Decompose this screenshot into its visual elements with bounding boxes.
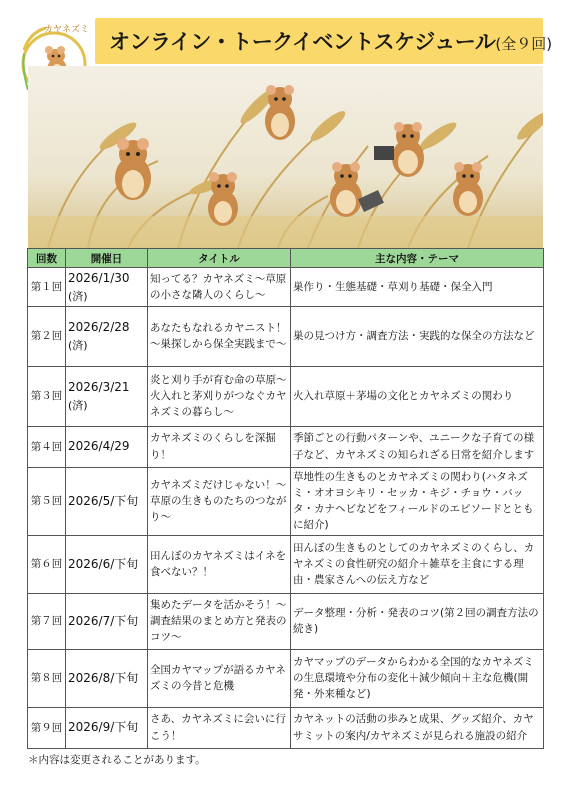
session-theme: 火入れ草原＋茅場の文化とカヤネズミの関わり <box>291 366 544 426</box>
table-row <box>28 535 544 593</box>
session-theme: 巣作り・生態基礎・草刈り基礎・保全入門 <box>291 268 544 307</box>
session-theme: データ整理・分析・発表のコツ(第２回の調査方法の続き) <box>291 593 544 649</box>
session-title: カヤネズミだけじゃない！～草原の生きものたちのつながり～ <box>148 467 291 535</box>
session-date: 2026/9/下旬 <box>68 720 139 735</box>
event-count: (全９回) <box>495 35 553 53</box>
session-number: 第４回 <box>28 426 66 467</box>
session-date-cell <box>66 467 148 535</box>
session-number: 第２回 <box>28 306 66 366</box>
session-date-cell <box>66 306 148 366</box>
session-title: 集めたデータを活かそう！～調査結果のまとめ方と発表のコツ～ <box>148 593 291 649</box>
harvest-mice-photo <box>28 66 543 248</box>
session-date-cell <box>66 593 148 649</box>
session-date: 2026/5/下旬 <box>68 493 139 508</box>
session-date: 2026/3/21 <box>68 380 130 395</box>
session-number: 第６回 <box>28 535 66 593</box>
session-date-cell <box>66 366 148 426</box>
session-number: 第８回 <box>28 649 66 707</box>
session-title: 田んぼのカヤネズミはイネを食べない？！ <box>148 535 291 593</box>
session-number: 第７回 <box>28 593 66 649</box>
session-title: 知ってる？カヤネズミ～草原の小さな隣人のくらし～ <box>148 268 291 307</box>
session-title: あなたもなれるカヤニスト！～巣探しから保全実践まで～ <box>148 306 291 366</box>
session-date-cell <box>66 268 148 307</box>
table-row <box>28 366 544 426</box>
session-number: 第３回 <box>28 366 66 426</box>
session-theme: カヤネットの活動の歩みと成果、グッズ紹介、カヤサミットの案内/カヤネズミが見られる施設の紹介 <box>291 707 544 748</box>
column-header-number: 回数 <box>28 249 66 268</box>
session-date: 2026/2/28 <box>68 320 130 335</box>
session-date: 2026/6/下旬 <box>68 556 139 571</box>
mouse-figure <box>115 138 151 200</box>
table-row <box>28 707 544 748</box>
session-date: 2026/4/29 <box>68 439 130 454</box>
session-date: 2026/1/30 <box>68 271 130 285</box>
session-number: 第５回 <box>28 467 66 535</box>
session-theme: カヤマップのデータからわかる全国的なカヤネズミの生息環境や分布の変化＋減少傾向＋主な危機(開発・外来種など) <box>291 649 544 707</box>
session-theme: 季節ごとの行動パターンや、ユニークな子育ての様子など、カヤネズミの知られざる日常を紹介します <box>291 426 544 467</box>
schedule-table <box>27 248 544 749</box>
column-header-title: タイトル <box>148 249 291 268</box>
table-row <box>28 649 544 707</box>
table-row <box>28 426 544 467</box>
logo-arc-text: カヤネズミ <box>44 25 89 35</box>
session-date-cell <box>66 426 148 467</box>
session-date-cell <box>66 535 148 593</box>
session-status: (済) <box>68 338 88 352</box>
session-theme: 巣の見つけ方・調査方法・実践的な保全の方法など <box>291 306 544 366</box>
session-theme: 田んぼの生きものとしてのカヤネズミのくらし、カヤネズミの食性研究の紹介＋雑草を主食にする理由・農家さんへの伝え方など <box>291 535 544 593</box>
session-date-cell <box>66 649 148 707</box>
column-header-date: 開催日 <box>66 249 148 268</box>
session-date: 2026/8/下旬 <box>68 670 139 685</box>
session-date-cell <box>66 707 148 748</box>
table-row <box>28 467 544 535</box>
table-row <box>28 268 544 307</box>
session-title: 全国カヤマップが語るカヤネズミの今昔と危機 <box>148 649 291 707</box>
session-number: 第１回 <box>28 268 66 307</box>
table-row <box>28 306 544 366</box>
session-title: 炎と刈り手が育む命の草原～火入れと茅刈りがつなぐカヤネズミの暮らし～ <box>148 366 291 426</box>
page-title-text: オンライン・トークイベントスケジュール <box>109 30 496 54</box>
session-status: (済) <box>68 398 88 412</box>
page-title <box>109 26 552 56</box>
table-row <box>28 593 544 649</box>
session-status: (済) <box>68 289 88 303</box>
title-banner <box>95 18 553 64</box>
session-theme: 草地性の生きものとカヤネズミの関わり(ハタネズミ・オオヨシキリ・セッカ・キジ・チョウ・バッタ・カナヘビなどをフィールドのエピソードとともに紹介) <box>291 467 544 535</box>
session-number: 第９回 <box>28 707 66 748</box>
table-header-row <box>28 249 544 268</box>
footnote: ＊内容は変更されることがあります。 <box>28 754 206 766</box>
session-title: カヤネズミのくらしを深掘り！ <box>148 426 291 467</box>
column-header-theme: 主な内容・テーマ <box>291 249 544 268</box>
session-date: 2026/7/下旬 <box>68 613 139 628</box>
session-title: さあ、カヤネズミに会いに行こう！ <box>148 707 291 748</box>
